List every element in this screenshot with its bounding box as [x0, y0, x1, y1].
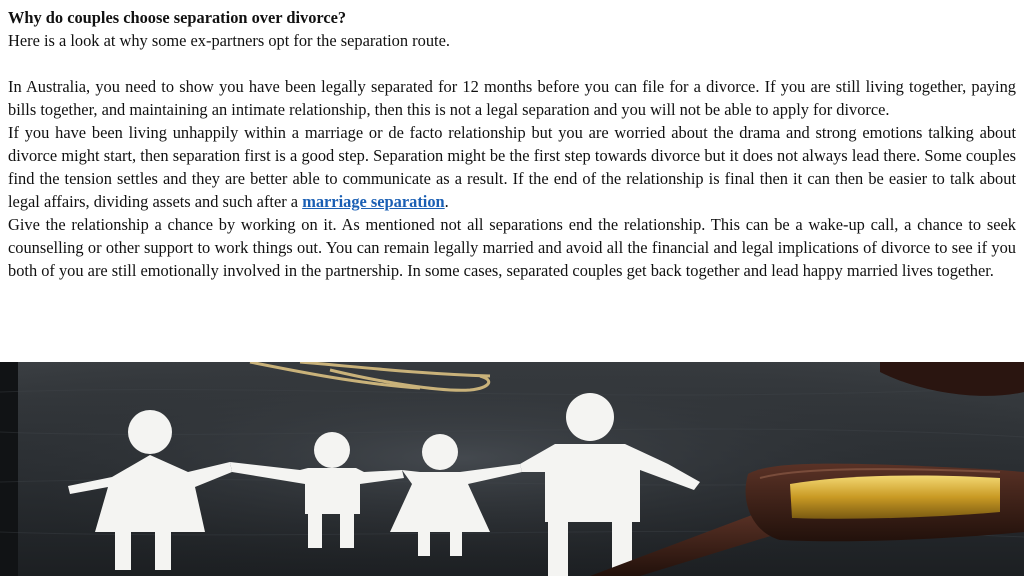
article-subheading: Here is a look at why some ex-partners opt for the separation route. [8, 31, 450, 50]
paragraph-spacer [8, 52, 1016, 75]
paragraph-separation-first-text: If you have been living unhappily within a marriage or de facto relationship but you are worried about the drama and strong emotions talking about divorce might start, then separation first is a good step. Separation might be the first step towards divorce but it does not always lead there. Some couples find the tension settles and they are better able to communicate as a result. If the end of the relationship is final then it can then be easier to talk about legal affairs, dividing assets and such after a [8, 123, 1016, 211]
paragraph-legal-separation: In Australia, you need to show you have been legally separated for 12 months before you can file for a divorce. If you are still living together, paying bills together, and maintaining an intimate relationship, then this is not a legal separation and you will not be able to apply for divorce. [8, 77, 1016, 119]
family-gavel-photo [0, 362, 1024, 576]
paragraph-separation-first [8, 121, 1016, 213]
paragraph-separation-first-end: . [444, 192, 449, 211]
paragraph-give-chance: Give the relationship a chance by working on it. As mentioned not all separations end the relationship. This can be a wake-up call, a chance to seek counselling or other support to work things out. You can remain legally married and avoid all the financial and legal implications of divorce to see if you both of you are still emotionally involved in the partnership. In some cases, separated couples get back together and lead happy married lives together. [8, 215, 1016, 280]
article-body [8, 6, 1016, 282]
article-heading: Why do couples choose separation over divorce? [8, 8, 347, 27]
marriage-separation-link[interactable]: marriage separation [302, 192, 445, 211]
